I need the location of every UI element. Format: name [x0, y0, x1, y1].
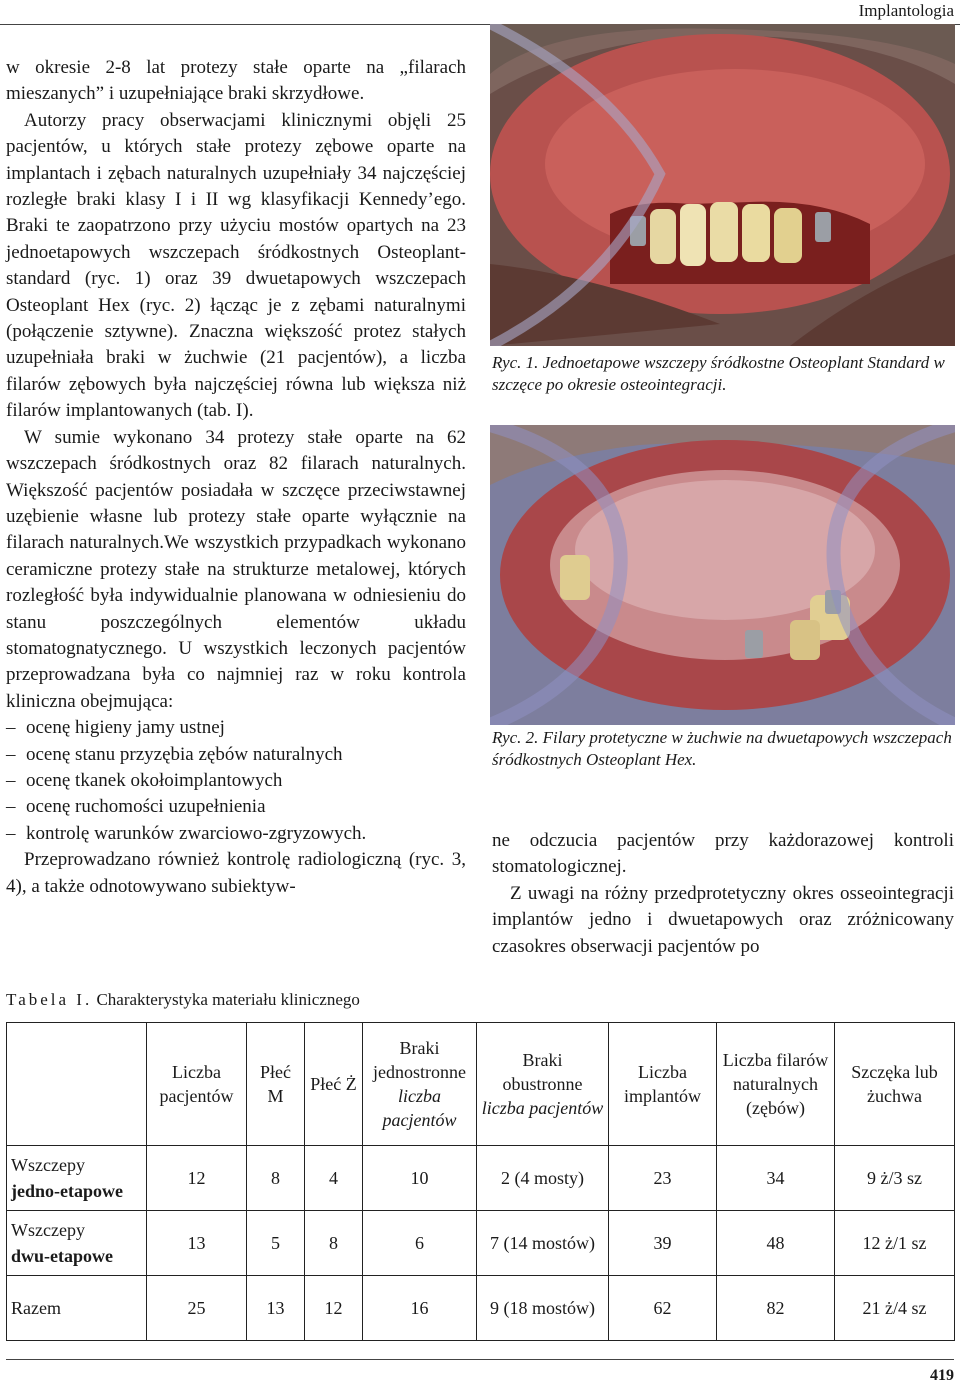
table-cell: 82	[717, 1276, 835, 1341]
header-bilateral-sub: liczba pacjentów	[481, 1098, 604, 1118]
table-cell: 12	[147, 1146, 247, 1211]
figure-1-caption: Ryc. 1. Jednoetapowe wszczepy śródkostne Osteoplant Standard w szczęce po okresie osteointegracji.	[492, 353, 945, 394]
list-item: – ocenę tkanek okołoimplantowych	[6, 768, 466, 794]
paragraph: Przeprowadzano również kontrolę radiologiczną (ryc. 3, 4), a także odnotowywano subiektyw-	[6, 849, 466, 897]
page-number: 419	[930, 1367, 954, 1384]
table-cell: 12	[305, 1276, 363, 1341]
right-column	[492, 828, 954, 960]
footer-rule	[6, 1359, 954, 1360]
table-cell: 4	[305, 1146, 363, 1211]
row-label	[7, 1211, 147, 1276]
figure-2-caption: Ryc. 2. Filary protetyczne w żuchwie na dwuetapowych wszczepach śródkostnych Osteoplant Hex.	[492, 728, 952, 769]
list-item: – ocenę higieny jamy ustnej	[6, 715, 466, 741]
header-patient-count: Liczba pacjentów	[147, 1023, 247, 1146]
table-cell: 5	[247, 1211, 305, 1276]
maxilla-implants-photo	[490, 24, 955, 346]
paragraph: ne odczucia pacjentów przy każdorazowej kontroli stomatologicznej.	[492, 830, 954, 878]
table-cell: 10	[363, 1146, 477, 1211]
header-unilateral-sub: liczba pacjentów	[382, 1086, 457, 1130]
table-cell: 8	[247, 1146, 305, 1211]
header-bilateral	[477, 1023, 609, 1146]
table-cell: 25	[147, 1276, 247, 1341]
page-header	[0, 0, 960, 25]
table-cell: 23	[609, 1146, 717, 1211]
table-row	[7, 1146, 955, 1211]
clinical-material-table	[6, 1022, 955, 1341]
table-cell: 16	[363, 1276, 477, 1341]
table-cell: 8	[305, 1211, 363, 1276]
table-header-row	[7, 1023, 955, 1146]
header-natural-abutments: Liczba filarów naturalnych (zębów)	[717, 1023, 835, 1146]
paragraph: W sumie wykonano 34 protezy stałe oparte na 62 wszczepach śródkostnych oraz 82 filarach naturalnych. Większość pacjentów posiadała w szczęce przeciwstawnej uzębienie własne lub protezy stałe oparte wyłącznie na filarach naturalnych.We wszystkich przypadkach wykonano ceramiczne protezy stałe na strukturze metalowej, których rozległość była indywidualnie planowana w odniesieniu do stanu poszczególnych elementów układu stomatognatycznego. U wszystkich leczonych pacjentów przeprowadzana była co najmniej raz w roku kontrola kliniczna obejmująca:	[6, 426, 466, 712]
examination-list	[6, 715, 466, 847]
paragraph: w okresie 2-8 lat protezy stałe oparte na „filarach mieszanych” i uzupełniające braki skrzydłowe.	[6, 57, 466, 105]
figure-2-photo	[490, 425, 955, 725]
header-bilateral-main: Braki obustronne	[502, 1050, 583, 1094]
header-row-label	[7, 1023, 147, 1146]
paragraph: Autorzy pracy obserwacjami klinicznymi objęli 25 pacjentów, u których stałe protezy zębowe oparte na implantach i zębach naturalnych uzupełniały 34 najczęściej rozległe braki klasy I i II wg klasyfikacji Kennedy’ego. Braki te zaopatrzono przy użyciu mostów opartych na 23 jednoetapowych wszczepach śródkostnych Osteoplant-standard (ryc. 1) oraz 39 dwuetapowych wszczepach Osteoplant Hex (ryc. 2) łącząc je z zębami naturalnymi (połączenie sztywne). Znaczna większość protez stałych uzupełniała braki w żuchwie (21 pacjentów), a liczba filarów zębowych była najczęściej równa lub większa niż filarów implantowanych (tab. I).	[6, 109, 466, 422]
table-row	[7, 1276, 955, 1341]
header-jaw: Szczęka lub żuchwa	[835, 1023, 955, 1146]
table-cell: 34	[717, 1146, 835, 1211]
header-sex-m: Płeć M	[247, 1023, 305, 1146]
section-title: Implantologia	[858, 1, 954, 20]
row-label	[7, 1146, 147, 1211]
table-cell: 21 ż/4 sz	[835, 1276, 955, 1341]
list-item: – ocenę stanu przyzębia zębów naturalnych	[6, 742, 466, 768]
left-column	[6, 55, 466, 900]
table-row	[7, 1211, 955, 1276]
header-implant-count: Liczba implantów	[609, 1023, 717, 1146]
table-cell: 6	[363, 1211, 477, 1276]
table-cell: 13	[147, 1211, 247, 1276]
table-cell: 13	[247, 1276, 305, 1341]
table-caption-label: Tabela I.	[6, 990, 93, 1009]
table-cell: 2 (4 mosty)	[477, 1146, 609, 1211]
figure-1-photo	[490, 24, 955, 346]
row-label	[7, 1276, 147, 1341]
header-unilateral-main: Braki jednostronne	[373, 1038, 466, 1082]
row-label-top: Razem	[11, 1298, 61, 1318]
list-item: – kontrolę warunków zwarciowo-zgryzowych.	[6, 821, 466, 847]
paragraph: Z uwagi na różny przedprotetyczny okres osseointegracji implantów jedno i dwuetapowych oraz zróżnicowany czasokres obserwacji pacjentów po	[492, 882, 954, 957]
row-label-top: Wszczepy	[11, 1155, 85, 1175]
table-cell: 9 ż/3 sz	[835, 1146, 955, 1211]
list-item: – ocenę ruchomości uzupełnienia	[6, 794, 466, 820]
table-cell: 39	[609, 1211, 717, 1276]
row-label-top: Wszczepy	[11, 1220, 85, 1240]
table-caption-text: Charakterystyka materiału klinicznego	[92, 990, 360, 1009]
table-cell: 9 (18 mostów)	[477, 1276, 609, 1341]
table-cell: 12 ż/1 sz	[835, 1211, 955, 1276]
header-unilateral	[363, 1023, 477, 1146]
row-label-bold: dwu-etapowe	[11, 1246, 113, 1266]
table-caption	[6, 990, 360, 1010]
row-label-bold: jedno-etapowe	[11, 1181, 123, 1201]
header-sex-f: Płeć Ż	[305, 1023, 363, 1146]
table-cell: 62	[609, 1276, 717, 1341]
table-cell: 48	[717, 1211, 835, 1276]
mandible-abutments-photo	[490, 425, 955, 725]
table-cell: 7 (14 mostów)	[477, 1211, 609, 1276]
